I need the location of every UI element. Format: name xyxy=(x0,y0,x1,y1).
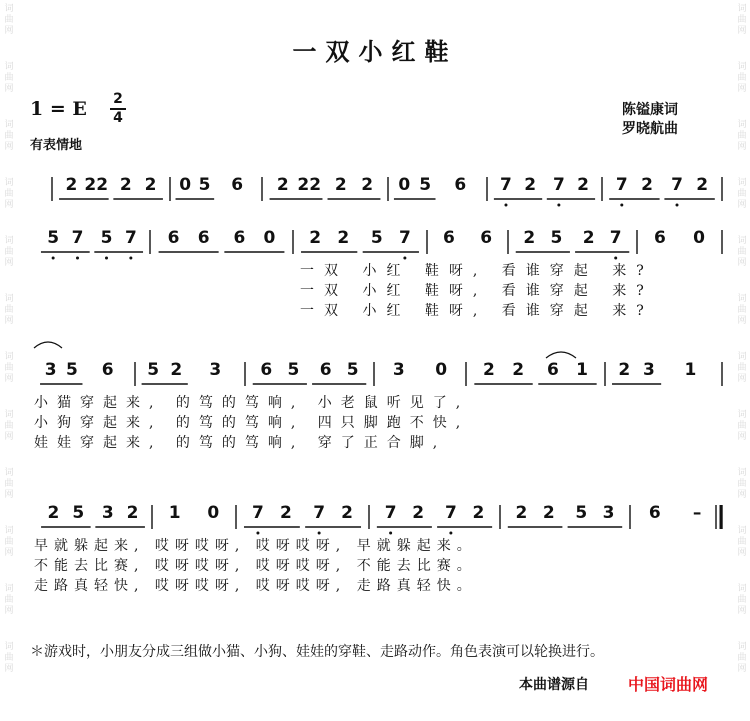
watermark-text: 词曲网 xyxy=(4,352,14,384)
slur xyxy=(34,342,62,348)
note: 2 xyxy=(276,175,289,195)
note: 3 xyxy=(602,503,615,523)
note: 2 xyxy=(641,175,653,195)
note: 7 xyxy=(71,228,84,248)
note: 2 xyxy=(542,503,555,523)
note: 2 xyxy=(337,228,350,248)
octave-dot xyxy=(76,257,79,260)
note: – xyxy=(692,503,702,523)
note: 5 xyxy=(65,360,78,380)
watermark-text: 词曲网 xyxy=(737,410,747,442)
note: 0 xyxy=(398,175,411,195)
note: 1 xyxy=(576,360,588,380)
watermark-text: 词曲网 xyxy=(737,178,747,210)
note: 2 xyxy=(515,503,528,523)
note: 5 xyxy=(346,360,359,380)
note: 6 xyxy=(233,228,246,248)
note: 2 xyxy=(512,360,525,380)
note: 7 xyxy=(252,503,264,523)
watermark-text: 词曲网 xyxy=(4,526,14,558)
note: 7 xyxy=(384,503,397,523)
watermark-text: 词曲网 xyxy=(4,294,14,326)
note: 2 xyxy=(279,503,292,523)
note: 5 xyxy=(575,503,588,523)
note: 5 xyxy=(287,360,300,380)
composer-credit: 罗晓航曲 xyxy=(622,121,678,137)
note: 2 xyxy=(472,503,485,523)
tempo-marking: 有表情地 xyxy=(30,138,83,153)
octave-dot xyxy=(105,257,108,260)
note: 2 xyxy=(696,175,709,195)
note: 7 xyxy=(444,503,457,523)
octave-dot xyxy=(52,257,55,260)
note: 6 xyxy=(442,228,455,248)
key-signature: 1 = E xyxy=(30,98,87,120)
note: 3 xyxy=(392,360,405,380)
note: 6 xyxy=(231,175,244,195)
meter-bottom: 4 xyxy=(113,110,123,126)
song-title: 一双小红鞋 xyxy=(292,38,458,66)
watermark-text: 词曲网 xyxy=(4,120,14,152)
octave-dot xyxy=(620,204,623,207)
watermark-text: 词曲网 xyxy=(4,468,14,500)
watermark-text: 词曲网 xyxy=(737,584,747,616)
note: 6 xyxy=(167,228,180,248)
octave-dot xyxy=(676,204,679,207)
note: 6 xyxy=(654,228,666,248)
note: 2 xyxy=(341,503,353,523)
note: 22 xyxy=(84,175,109,195)
note: 5 xyxy=(72,503,85,523)
note: 2 xyxy=(126,503,139,523)
note: 7 xyxy=(500,175,512,195)
note: 5 xyxy=(147,360,160,380)
note: 1 xyxy=(684,360,697,380)
note: 3 xyxy=(101,503,114,523)
lyric-line: 不能去比赛, 哎呀哎呀, 哎呀哎呀, 不能去比赛。 xyxy=(34,558,477,574)
note: 2 xyxy=(119,175,132,195)
note: 2 xyxy=(618,360,631,380)
note: 6 xyxy=(319,360,332,380)
note: 0 xyxy=(179,175,192,195)
watermark-text: 词曲网 xyxy=(737,120,747,152)
note: 3 xyxy=(209,360,222,380)
note: 6 xyxy=(260,360,273,380)
note: 0 xyxy=(207,503,220,523)
note: 2 xyxy=(524,175,537,195)
note: 2 xyxy=(170,360,183,380)
note: 2 xyxy=(483,360,495,380)
note: 2 xyxy=(65,175,78,195)
note: 5 xyxy=(198,175,211,195)
note: 7 xyxy=(671,175,683,195)
note: 5 xyxy=(47,228,60,248)
note: 3 xyxy=(642,360,655,380)
lyric-line: 一双 小红 鞋呀, 看谁穿起 来? xyxy=(300,263,654,279)
note: 0 xyxy=(263,228,276,248)
note: 6 xyxy=(454,175,467,195)
lyric-line: 走路真轻快, 哎呀哎呀, 哎呀哎呀, 走路真轻快。 xyxy=(34,578,477,594)
watermark-text: 词曲网 xyxy=(737,294,747,326)
site-name[interactable]: 中国词曲网 xyxy=(628,675,709,694)
note: 2 xyxy=(523,228,536,248)
slur xyxy=(546,352,576,358)
lyric-line: 一双 小红 鞋呀, 看谁穿起 来? xyxy=(300,303,654,319)
source-label: 本曲谱源自 xyxy=(519,677,589,693)
note: 2 xyxy=(577,175,589,195)
note: 5 xyxy=(100,228,113,248)
watermark-text: 词曲网 xyxy=(4,410,14,442)
note: 7 xyxy=(398,228,411,248)
lyric-line: 早就躲起来, 哎呀哎呀, 哎呀哎呀, 早就躲起来。 xyxy=(34,538,477,554)
note: 7 xyxy=(609,228,622,248)
note: 2 xyxy=(361,175,374,195)
note: 22 xyxy=(297,175,322,195)
note: 2 xyxy=(309,228,322,248)
octave-dot xyxy=(557,204,560,207)
note: 7 xyxy=(615,175,628,195)
octave-dot xyxy=(504,204,507,207)
note: 7 xyxy=(313,503,326,523)
lyric-line: 小狗穿起来, 的笃的笃响, 四只脚跑不快, xyxy=(34,415,470,431)
note: 2 xyxy=(582,228,595,248)
watermark-text: 词曲网 xyxy=(4,62,14,94)
lyric-line: 一双 小红 鞋呀, 看谁穿起 来? xyxy=(300,283,654,299)
note: 6 xyxy=(197,228,210,248)
note: 6 xyxy=(648,503,661,523)
watermark-text: 词曲网 xyxy=(737,468,747,500)
note: 0 xyxy=(435,360,448,380)
meter-top: 2 xyxy=(113,91,123,107)
watermark-text: 词曲网 xyxy=(737,62,747,94)
note: 6 xyxy=(546,360,559,380)
watermark-text: 词曲网 xyxy=(4,178,14,210)
note: 3 xyxy=(44,360,57,380)
watermark-text: 词曲网 xyxy=(737,352,747,384)
watermark-text: 词曲网 xyxy=(4,584,14,616)
note: 1 xyxy=(168,503,181,523)
note: 2 xyxy=(144,175,157,195)
watermark-text: 词曲网 xyxy=(737,4,747,36)
note: 5 xyxy=(550,228,563,248)
watermark-text: 词曲网 xyxy=(737,526,747,558)
note: 2 xyxy=(412,503,425,523)
note: 2 xyxy=(47,503,60,523)
note: 5 xyxy=(370,228,383,248)
watermark-text: 词曲网 xyxy=(4,236,14,268)
octave-dot xyxy=(129,257,132,260)
performance-note: ＊游戏时，小朋友分成三组做小猫、小狗、娃娃的穿鞋、走路动作。角色表演可以轮换进行。 xyxy=(30,644,604,660)
lyric-line: 娃娃穿起来, 的笃的笃响, 穿了正合脚, xyxy=(34,435,447,451)
watermark-text: 词曲网 xyxy=(4,642,14,674)
watermark-text: 词曲网 xyxy=(737,236,747,268)
note: 5 xyxy=(419,175,432,195)
note: 7 xyxy=(552,175,565,195)
watermark-text: 词曲网 xyxy=(737,642,747,674)
lyricist-credit: 陈镒康词 xyxy=(622,102,678,118)
note: 6 xyxy=(101,360,114,380)
note: 6 xyxy=(480,228,493,248)
note: 0 xyxy=(693,228,705,248)
note: 7 xyxy=(124,228,137,248)
note: 2 xyxy=(334,175,347,195)
lyric-line: 小猫穿起来, 的笃的笃响, 小老鼠听见了, xyxy=(34,395,470,411)
watermark-text: 词曲网 xyxy=(4,4,14,36)
